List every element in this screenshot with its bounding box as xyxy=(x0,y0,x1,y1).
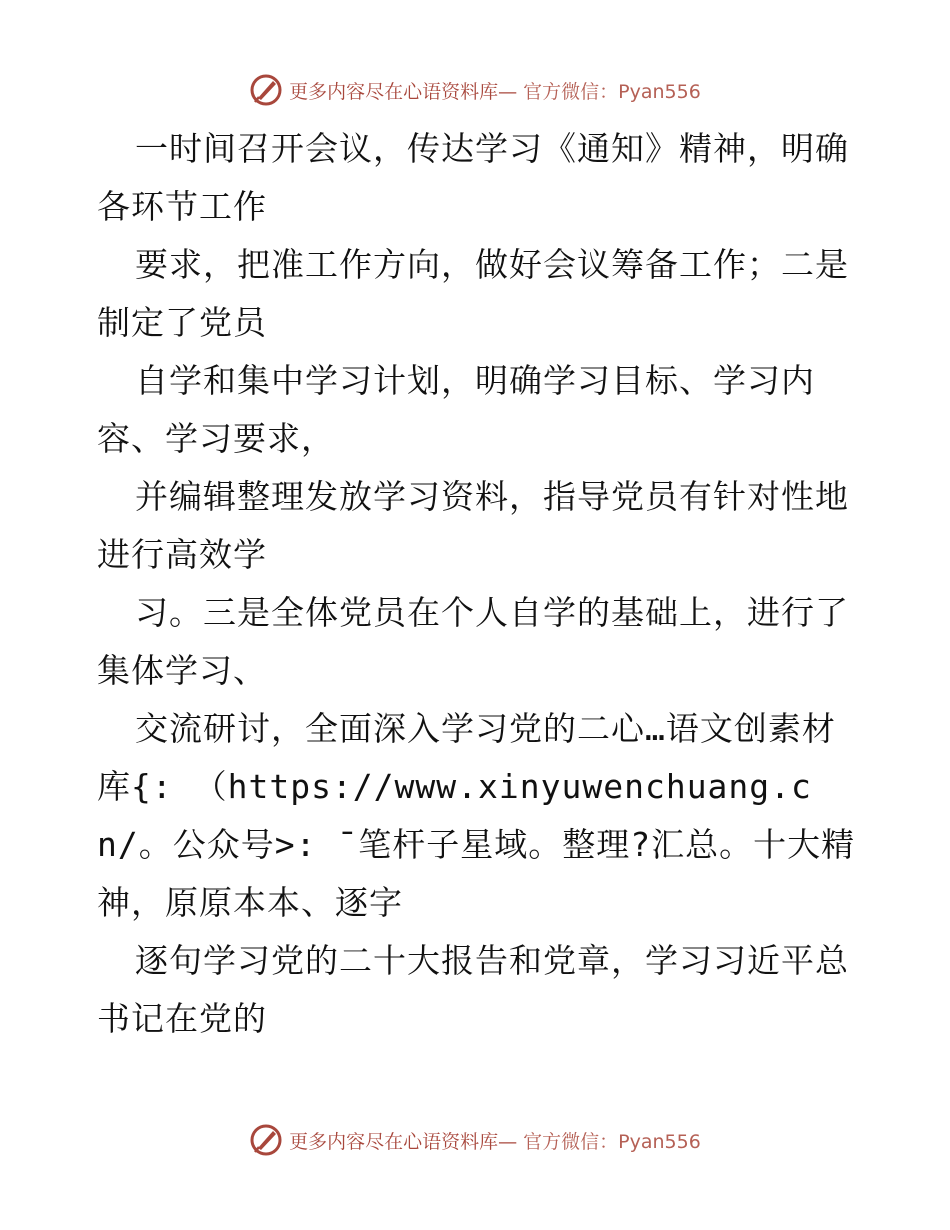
footer-site-text: 更多内容尽在心语资料库— xyxy=(289,1130,518,1153)
paragraph-4: 并编辑整理发放学习资料，指导党员有针对性地进行高效学 xyxy=(97,477,849,574)
paragraph-5: 习。三是全体党员在个人自学的基础上，进行了集体学习、 xyxy=(97,593,849,690)
header-wechat-text: 官方微信：Pyan556 xyxy=(523,80,701,103)
footer-banner xyxy=(0,1120,950,1160)
paragraph-3: 自学和集中学习计划，明确学习目标、学习内容、学习要求， xyxy=(97,361,815,458)
quill-pen-logo-icon xyxy=(249,73,283,107)
document-body xyxy=(97,120,857,1048)
paragraph-1: 一时间召开会议，传达学习《通知》精神，明确各环节工作 xyxy=(97,129,849,226)
paragraph-6: 交流研讨，全面深入学习党的二心…语文创素材库{: （https://www.xinyuwenchuang.cn/。公众号>: ¯笔杆子星域。整理?汇总。十大精神，原原本本、逐字 xyxy=(97,709,856,922)
quill-pen-logo-icon xyxy=(249,1123,283,1157)
paragraph-2: 要求，把准工作方向，做好会议筹备工作；二是制定了党员 xyxy=(97,245,849,342)
header-site-text: 更多内容尽在心语资料库— xyxy=(289,80,518,103)
footer-wechat-text: 官方微信：Pyan556 xyxy=(523,1130,701,1153)
header-banner xyxy=(0,70,950,110)
paragraph-7: 逐句学习党的二十大报告和党章，学习习近平总书记在党的 xyxy=(97,941,849,1038)
